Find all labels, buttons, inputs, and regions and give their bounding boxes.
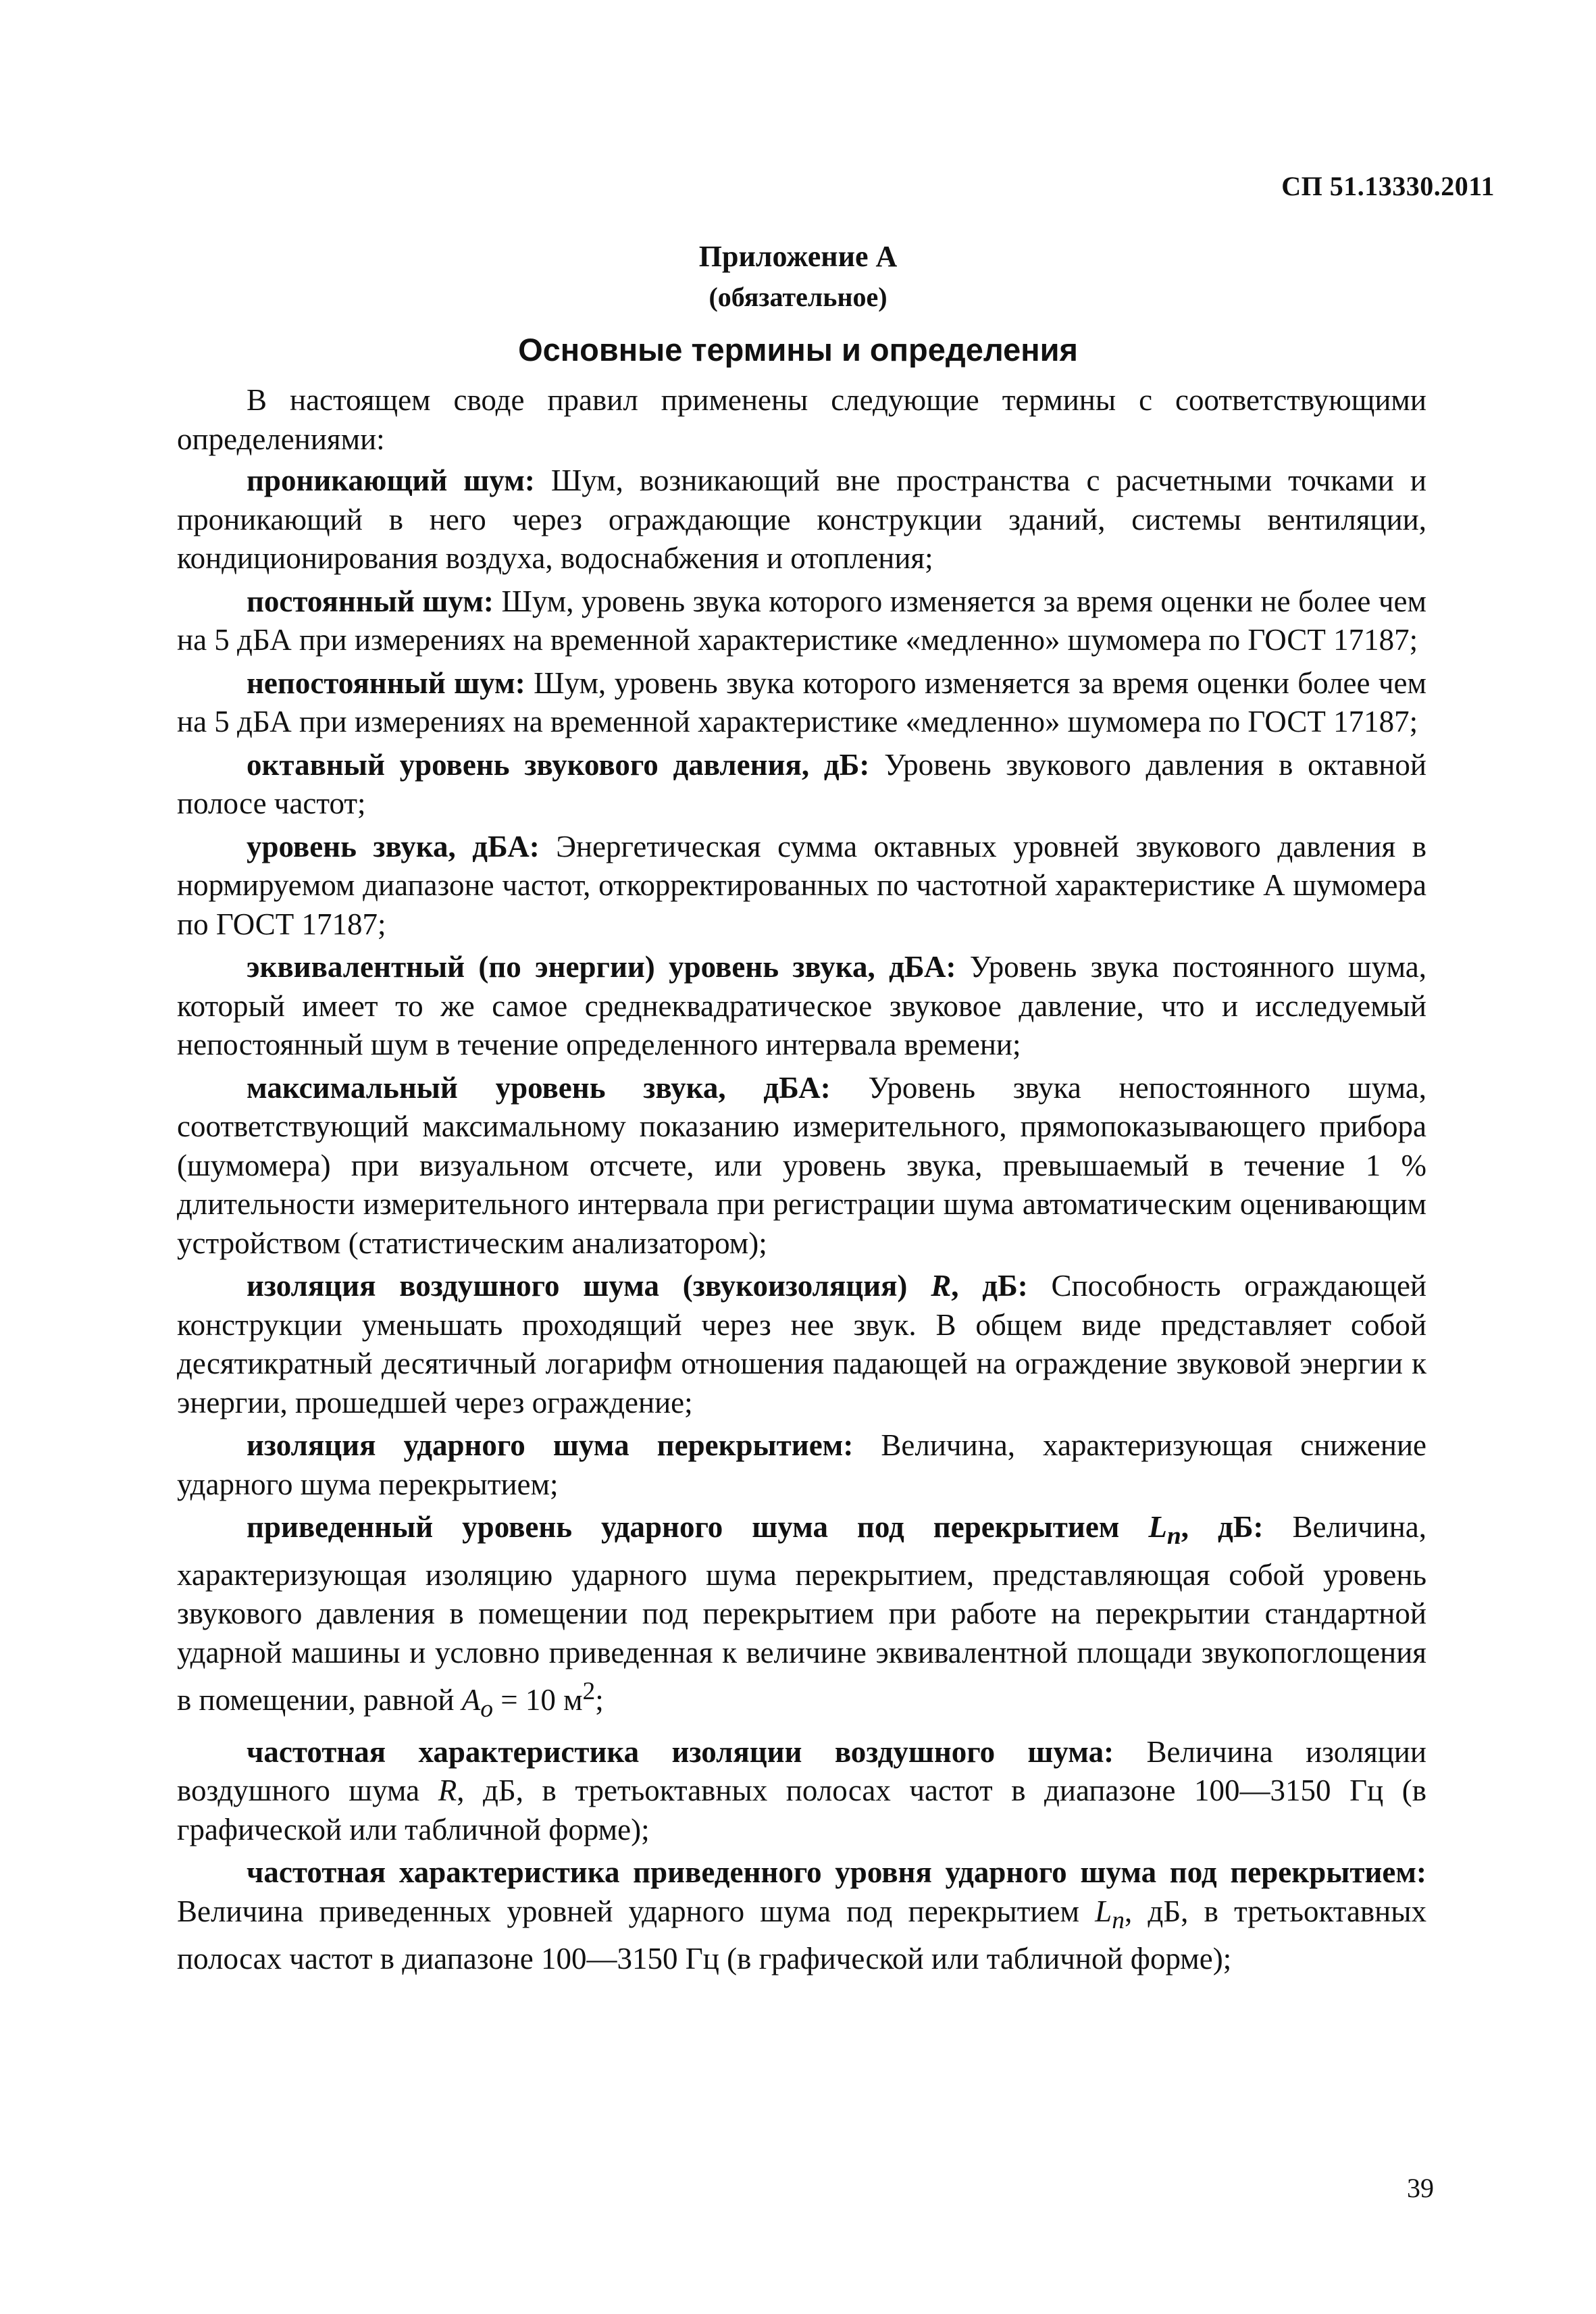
term-label-unit: , дБ: [951,1269,1028,1303]
definition-symbol [1095,1894,1125,1934]
term-label: изоляция ударного шума перекрытием: [247,1428,854,1462]
definition-symbol-subscript: n [1112,1906,1125,1934]
term-definition: Энергетическая сумма октавных уровней звукового давления в нормируемом диапазоне частот, откорректированных по частотной характеристике А шумомера по ГОСТ 17187; [177,829,1426,941]
term-label: уровень звука, дБА: [247,829,540,863]
term-paragraph [177,746,1426,824]
section-title: Основные термины и определения [518,332,1078,368]
term-symbol-letter: L [1148,1510,1167,1544]
term-definition: Шум, уровень звука которого изменяется за время оценки не более чем на 5 дБА при измерениях на временной характеристике «медленно» шумомера по ГОСТ 17187; [177,584,1426,657]
term-paragraph [177,582,1426,660]
term-label: октавный уровень звукового давления, дБ: [247,747,870,782]
appendix-title: Приложение А [698,240,898,273]
definition-text: Величина приведенных уровней ударного шума под перекрытием [177,1894,1096,1928]
page-number: 39 [1407,2173,1434,2203]
definition-text: Величина, характеризующая изоляцию ударного шума перекрытием, представляющая собой уровень звукового давления в помещении под перекрытием при работе на перекрытии стандартной ударной машины и условно приведенная к величине эквивалентной площади звукопоглощения в помещении, равной [177,1510,1426,1717]
term-definition: Шум, возникающий вне пространства с расчетными точками и проникающий в него через ограждающие конструкции зданий, системы вентиляции, кондиционирования воздуха, водоснабжения и отопления; [177,463,1426,575]
term-label-text: изоляция воздушного шума (звукоизоляция) [247,1269,931,1303]
term-definition: Величина, характеризующая снижение ударного шума перекрытием; [177,1428,1426,1501]
document-code: СП 51.13330.2011 [1281,171,1495,201]
term-definition: Уровень звукового давления в октавной полосе частот; [177,747,1426,820]
term-label: непостоянный шум: [247,665,525,700]
definition-symbol [461,1683,493,1723]
term-paragraph [177,1069,1426,1263]
term-definition [177,1894,1426,1976]
term-definition: Уровень звука непостоянного шума, соответствующий максимальному показанию измерительного, прямопоказывающего прибора (шумомера) при визуальном отсчете, или уровень звука, превышаемый в течение 1 % длительности измерительного интервала при регистрации шума автоматическим оценивающим устройством (статистическим анализатором); [177,1070,1427,1260]
term-definition: Способность ограждающей конструкции уменьшать проходящий через нее звук. В общем виде представляет собой десятикратный десятичный логарифм отношения падающей на ограждение звуковой энергии к энергии, прошедшей через ограждение; [177,1269,1427,1419]
term-label-unit: , дБ: [1181,1510,1264,1544]
term-symbol-subscript: n [1166,1522,1181,1550]
term-paragraph [177,948,1426,1065]
definition-symbol-letter: L [1095,1894,1112,1928]
term-paragraph [177,664,1426,742]
definition-text: = 10 м [492,1683,583,1717]
term-paragraph [177,461,1426,578]
term-label [247,1269,1028,1303]
definition-symbol: R [438,1774,457,1807]
term-label: проникающий шум: [247,463,535,497]
definition-symbol-letter: A [461,1683,481,1717]
term-definition: Уровень звука постоянного шума, который имеет то же самое среднеквадратическое звуковое давление, что и исследуемый непостоянный шум в течение определенного интервала времени; [177,950,1426,1061]
term-symbol: R [931,1269,952,1303]
term-label: максимальный уровень звука, дБА: [247,1070,831,1105]
definition-text: ; [595,1683,604,1717]
definition-symbol-subscript: o [480,1695,493,1723]
term-paragraph [177,1426,1426,1504]
term-paragraph [177,1267,1426,1422]
term-paragraph [177,1508,1426,1729]
term-paragraph [177,828,1426,945]
definition-text: Величина изоляции воздушного шума [177,1734,1426,1807]
intro-paragraph: В настоящем своде правил применены следующие термины с соответствующими определениями: [177,383,1426,456]
body-text [177,381,1426,1983]
term-definition: Шум, уровень звука которого изменяется за время оценки более чем на 5 дБА при измерениях на временной характеристике «медленно» шумомера по ГОСТ 17187; [177,665,1426,738]
definition-text: , дБ, в третьоктавных полосах частот в диапазоне 100—3150 Гц (в графической или табличной форме); [177,1774,1426,1846]
term-symbol [1148,1510,1181,1550]
term-label: частотная характеристика изоляции воздушного шума: [247,1734,1114,1769]
definition-superscript: 2 [582,1678,596,1705]
definition-text: , дБ, в третьоктавных полосах частот в диапазоне 100—3150 Гц (в графической или табличной форме); [177,1894,1426,1976]
term-label: постоянный шум: [247,584,494,618]
term-label: частотная характеристика приведенного уровня ударного шума под перекрытием: [247,1855,1426,1889]
term-label: эквивалентный (по энергии) уровень звука, дБА: [247,950,956,984]
term-label-text: приведенный уровень ударного шума под перекрытием [247,1510,1149,1544]
appendix-note: (обязательное) [709,282,887,312]
term-paragraph [177,1853,1426,1979]
term-label [247,1510,1264,1550]
term-paragraph [177,1733,1426,1850]
